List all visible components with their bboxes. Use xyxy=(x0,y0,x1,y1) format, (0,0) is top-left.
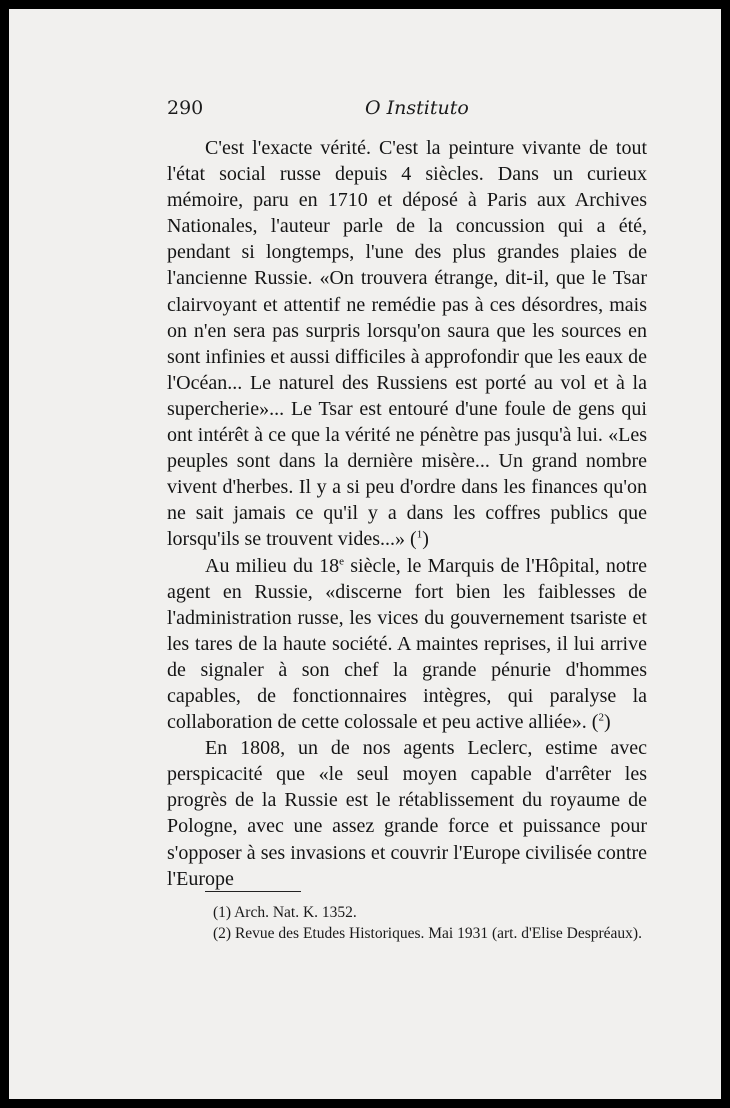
paragraph-2-tail: ) xyxy=(603,711,611,734)
body-text xyxy=(167,135,647,892)
footnote-1 xyxy=(167,902,647,923)
paragraph-2-text: siècle, le Marquis de l'Hôpital, notre agent en Russie, «discerne fort bien les faiblesses de l'administration russe, les vices du gouvernement tsariste et les tares de la haute société. A maintes reprises, il lui arrive de signaler à son chef la grande pénurie d'hommes capables, de fonctionnaires intègres, qui paralyse la collaboration de cette colossale et peu active alliée». ( xyxy=(167,554,647,734)
running-title: O Instituto xyxy=(365,97,469,119)
paragraph-3-text: En 1808, un de nos agents Leclerc, estime avec perspicacité que «le seul moyen capable d'arrêter les progrès de la Russie est le rétablissement du royaume de Pologne, avec une assez grande force et puissance pour s'opposer à ses invasions et couvrir l'Europe civilisée contre l'Europe xyxy=(167,737,647,890)
ordinal-suffix: e xyxy=(339,554,345,567)
page-header xyxy=(167,97,647,121)
paragraph-1-text: C'est l'exacte vérité. C'est la peinture vivante de tout l'état social russe depuis 4 siècles. Dans un curieux mémoire, paru en 1710 et déposé à Paris aux Archives Nationales, l'auteur parle de la concussion qui a été, pendant si longtemps, l'une des plus grandes plaies de l'ancienne Russie. «On trouvera étrange, dit-il, que le Tsar clairvoyant et attentif ne remédie pas à ces désordres, mais on n'en sera pas surpris lorsqu'on saura que les sources en sont infinies et aussi difficiles à approfondir que les eaux de l'Océan... Le naturel des Russiens est porté au vol et à la supercherie»... Le Tsar est entouré d'une foule de gens qui ont intérêt à ce que la vérité ne pénètre pas jusqu'à lui. «Les peuples sont dans la dernière misère... Un grand nombre vivent d'herbes. Il y a si peu d'ordre dans les finances qu'on ne sait jamais ce qu'il y a dans les coffres publics que lorsqu'ils se trouvent vides...» ( xyxy=(167,137,647,551)
paragraph-2 xyxy=(167,553,647,736)
page-number: 290 xyxy=(167,97,204,119)
paragraph-1 xyxy=(167,135,647,553)
footnote-divider xyxy=(205,891,301,892)
footnote-1-marker: (1) xyxy=(213,904,232,921)
paragraph-1-tail: ) xyxy=(422,528,429,551)
footnote-ref-1: 1 xyxy=(416,528,423,541)
footnote-2-text: Revue des Etudes Historiques. Mai 1931 (art. d'Elise Despréaux). xyxy=(234,925,642,942)
footnote-2 xyxy=(167,923,647,944)
footnote-2-marker: (2) xyxy=(213,925,232,942)
page xyxy=(9,9,721,1099)
footnotes xyxy=(167,902,647,944)
paragraph-2-lead: Au milieu du 18 xyxy=(205,554,340,577)
footnote-1-text: Arch. Nat. K. 1352. xyxy=(234,904,357,921)
paragraph-3 xyxy=(167,735,647,892)
footnote-ref-2: 2 xyxy=(598,711,604,724)
